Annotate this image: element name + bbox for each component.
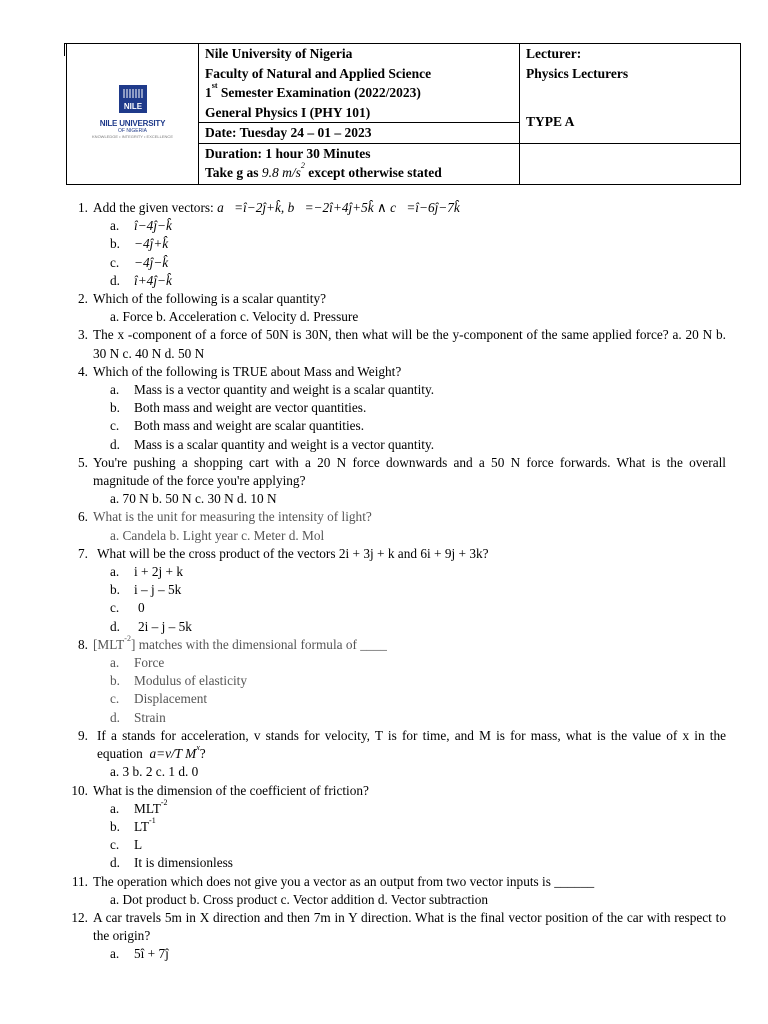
logo-badge-text: NILE [123, 102, 142, 112]
option-text: i + 2j + k [134, 564, 183, 580]
option-text: LT [134, 818, 150, 834]
option-text: î−4ĵ−k̂ [134, 218, 172, 234]
faculty-name: Faculty of Natural and Applied Science [205, 65, 432, 81]
question-text: Which of the following is a scalar quantity? [93, 291, 326, 307]
option-text: i – j – 5k [134, 582, 182, 598]
option-text: Strain [134, 709, 166, 725]
option-text: 2i – j – 5k [138, 618, 192, 634]
option-text: It is dimensionless [134, 855, 233, 871]
question-6 [66, 508, 726, 526]
exam-date: Date: Tuesday 24 – 01 – 2023 [205, 125, 372, 140]
option-letter: c. [110, 691, 120, 707]
question-number: 7. [78, 545, 88, 561]
question-text: The operation which does not give you a vector as an output from two vector inputs is ______ [93, 873, 595, 889]
exam-type: TYPE A [526, 114, 575, 129]
question-text-end: ] matches with the dimensional formula of ____ [130, 636, 387, 652]
university-name: Nile University of Nigeria [205, 46, 353, 61]
question-number: 10. [71, 782, 88, 798]
question-text: Add the given vectors: [93, 200, 214, 215]
equation: a=v/T M [149, 746, 197, 762]
lecturer-name: Physics Lecturers [526, 65, 629, 81]
question-12 [66, 909, 726, 945]
option-superscript: -2 [160, 797, 168, 807]
semester-line [205, 83, 513, 103]
option [66, 815, 726, 836]
option-letter: b. [110, 582, 120, 598]
logo-badge-icon [118, 84, 148, 114]
semester-number: 1 [205, 85, 212, 100]
option-text: −4ĵ+k̂ [134, 236, 169, 252]
question-4 [66, 363, 726, 381]
logo-cell [67, 44, 199, 185]
option [66, 797, 726, 818]
exam-header [66, 43, 741, 185]
lecturer-label: Lecturer: [526, 46, 582, 61]
option-letter: b. [110, 673, 120, 689]
question-number: 9. [78, 727, 88, 743]
exam-info-cell [199, 44, 520, 123]
inline-options: a. Dot product b. Cross product c. Vector addition d. Vector subtraction [110, 891, 489, 907]
question-text: [MLT [93, 636, 125, 652]
inline-options: a. 3 b. 2 c. 1 d. 0 [110, 764, 199, 780]
option [66, 563, 726, 581]
question-2 [66, 290, 726, 308]
gravity-number: 9.8 [261, 165, 279, 180]
option-letter: d. [110, 272, 120, 288]
question-number: 11. [71, 873, 88, 889]
option-letter: c. [110, 254, 120, 270]
gravity-value [261, 161, 305, 180]
option-letter: d. [110, 855, 120, 871]
equation-end: ? [199, 746, 206, 762]
question-10 [66, 782, 726, 800]
equation-exponent: x [196, 743, 200, 753]
logo-line2: OF NIGERIA [118, 128, 147, 135]
inline-options: a. Force b. Acceleration c. Velocity d. Pressure [110, 309, 359, 325]
option-letter: d. [110, 436, 120, 452]
option [66, 217, 726, 235]
option [66, 618, 726, 636]
semester-text: Semester Examination (2022/2023) [220, 85, 421, 100]
option-letter: d. [110, 709, 120, 725]
option-letter: a. [110, 564, 120, 580]
question-number: 2. [78, 291, 88, 307]
question-11 [66, 873, 726, 891]
question-list [66, 199, 726, 964]
question-text: What is the dimension of the coefficient of friction? [93, 782, 369, 798]
gravity-units: m/s [282, 165, 301, 180]
option-text: Mass is a scalar quantity and weight is a vector quantity. [134, 436, 435, 452]
vector-expression: a⃗=î−2ĵ+k̂, b⃗=−2î+4ĵ+5k̂ ∧ c⃗=î−6ĵ−7k̂ [217, 200, 460, 215]
option-text: Displacement [134, 691, 208, 707]
option-letter: d. [110, 618, 120, 634]
option-letter: c. [110, 600, 120, 616]
question-7 [66, 545, 726, 563]
course-title: General Physics I (PHY 101) [205, 104, 371, 120]
option [66, 599, 726, 617]
university-logo [85, 84, 181, 139]
question-superscript: -2 [124, 633, 131, 643]
inline-options: a. 70 N b. 50 N c. 30 N d. 10 N [110, 491, 277, 507]
question-number: 6. [78, 509, 88, 525]
option [66, 235, 726, 253]
option [66, 417, 726, 435]
option [66, 672, 726, 690]
option [66, 254, 726, 272]
gravity-prefix: Take g as [205, 165, 259, 180]
question-1 [66, 199, 726, 217]
duration-cell [199, 143, 520, 184]
option-text: 0 [138, 600, 145, 616]
option-text: Modulus of elasticity [134, 673, 248, 689]
question-text: What will be the cross product of the vectors 2i + 3j + k and 6i + 9j + 3k? [97, 545, 489, 561]
question-text: What is the unit for measuring the intensity of light? [93, 509, 372, 525]
option-text: Mass is a vector quantity and weight is a scalar quantity. [134, 382, 435, 398]
question-9 [66, 727, 726, 763]
option-superscript: -1 [149, 815, 156, 825]
option-text: Both mass and weight are scalar quantities. [134, 418, 365, 434]
option [66, 690, 726, 708]
option-text: î+4ĵ−k̂ [134, 272, 172, 288]
option-letter: c. [110, 837, 120, 853]
option-text: Both mass and weight are vector quantities. [134, 400, 367, 416]
option-letter: a. [110, 946, 120, 962]
inline-options: a. Candela b. Light year c. Meter d. Mol [110, 527, 325, 543]
exam-duration: Duration: 1 hour 30 Minutes [205, 145, 371, 161]
question-5 [66, 454, 726, 490]
question-number: 12. [71, 909, 88, 925]
option-text: Force [134, 655, 165, 671]
option-letter: a. [110, 382, 120, 398]
option [66, 381, 726, 399]
question-number: 3. [78, 327, 88, 343]
option-letter: b. [110, 400, 120, 416]
logo-line1: NILE UNIVERSITY [99, 119, 166, 129]
option [66, 581, 726, 599]
option [66, 709, 726, 727]
question-8 [66, 633, 726, 654]
question-number: 8. [78, 636, 88, 652]
option [66, 436, 726, 454]
option [66, 399, 726, 417]
option [66, 836, 726, 854]
option [66, 945, 726, 963]
logo-tagline: KNOWLEDGE • INTEGRITY • EXCELLENCE [92, 134, 173, 140]
option-letter: b. [110, 818, 120, 834]
option-text: 5î + 7ĵ [134, 946, 169, 962]
lecturer-cell [520, 44, 741, 144]
gravity-exponent: 2 [300, 161, 305, 170]
option [66, 854, 726, 872]
option [66, 654, 726, 672]
question-3 [66, 326, 726, 362]
question-number: 1. [78, 200, 88, 215]
question-text: If a stands for acceleration, v stands for velocity, T is for time, and M is for mass, what is the value of x in the equation [97, 727, 726, 762]
question-number: 4. [78, 363, 88, 379]
question-text: A car travels 5m in X direction and then 7m in Y direction. What is the final vector position of the car with respect to the origin? [93, 909, 726, 944]
option-text: L [134, 837, 143, 853]
option-letter: a. [110, 218, 120, 234]
option-letter: b. [110, 236, 120, 252]
gravity-suffix: except otherwise stated [308, 165, 442, 180]
question-body [93, 727, 726, 763]
option [66, 272, 726, 290]
empty-cell [520, 143, 741, 184]
question-text: You're pushing a shopping cart with a 20 N force downwards and a 50 N force forwards. What is the overall magnitude of the force you're applying? [93, 454, 726, 489]
option-letter: a. [110, 800, 120, 816]
question-text: Which of the following is TRUE about Mass and Weight? [93, 363, 402, 379]
option-text: −4ĵ−k̂ [134, 254, 169, 270]
option-letter: a. [110, 655, 120, 671]
question-text: The x -component of a force of 50N is 30N, then what will be the y-component of the same applied force? a. 20 N b. 30 N c. 40 N d. 50 N [93, 327, 726, 361]
question-number: 5. [78, 454, 88, 470]
option-text: MLT [134, 800, 161, 816]
option-letter: c. [110, 418, 120, 434]
gravity-note [205, 163, 513, 183]
semester-suffix: st [211, 81, 218, 90]
date-cell [199, 123, 520, 144]
